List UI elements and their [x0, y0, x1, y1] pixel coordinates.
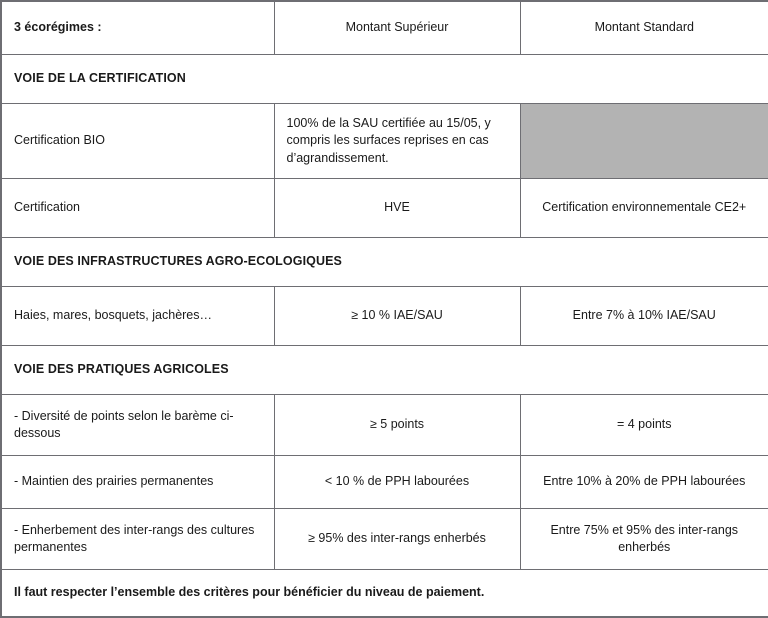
section-band-infrastructures: [1, 238, 768, 287]
table-row: [1, 179, 768, 238]
header-cell-montant-superieur: Montant Supérieur: [274, 1, 520, 55]
section-band-label-pratiques: VOIE DES PRATIQUES AGRICOLES: [1, 346, 768, 395]
row-label-diversite: - Diversité de points selon le barème ci-dessous: [1, 395, 274, 456]
footer-note: Il faut respecter l’ensemble des critères pour bénéficier du niveau de paiement.: [1, 570, 768, 618]
cell-haies-standard: Entre 7% à 10% IAE/SAU: [520, 287, 768, 346]
row-label-enherbement: - Enherbement des inter-rangs des cultures permanentes: [1, 509, 274, 570]
cell-certification-superieur: HVE: [274, 179, 520, 238]
row-label-certification-bio: Certification BIO: [1, 104, 274, 179]
cell-diversite-superieur: ≥ 5 points: [274, 395, 520, 456]
row-label-haies: Haies, mares, bosquets, jachères…: [1, 287, 274, 346]
row-label-certification: Certification: [1, 179, 274, 238]
table-row: [1, 104, 768, 179]
cell-prairies-standard: Entre 10% à 20% de PPH labourées: [520, 456, 768, 509]
cell-certification-bio-standard-empty: [520, 104, 768, 179]
cell-haies-superieur: ≥ 10 % IAE/SAU: [274, 287, 520, 346]
table-row: [1, 395, 768, 456]
cell-certification-standard: Certification environnementale CE2+: [520, 179, 768, 238]
section-band-pratiques: [1, 346, 768, 395]
section-band-label-certification: VOIE DE LA CERTIFICATION: [1, 55, 768, 104]
section-band-label-infrastructures: VOIE DES INFRASTRUCTURES AGRO-ECOLOGIQUES: [1, 238, 768, 287]
cell-certification-bio-superieur: 100% de la SAU certifiée au 15/05, y compris les surfaces reprises en cas d’agrandissement.: [274, 104, 520, 179]
cell-diversite-standard: = 4 points: [520, 395, 768, 456]
header-cell-criteria: 3 écorégimes :: [1, 1, 274, 55]
table-row: [1, 287, 768, 346]
section-band-certification: [1, 55, 768, 104]
cell-enherbement-superieur: ≥ 95% des inter-rangs enherbés: [274, 509, 520, 570]
row-label-prairies: - Maintien des prairies permanentes: [1, 456, 274, 509]
cell-enherbement-standard: Entre 75% et 95% des inter-rangs enherbés: [520, 509, 768, 570]
cell-prairies-superieur: < 10 % de PPH labourées: [274, 456, 520, 509]
table-header-row: [1, 1, 768, 55]
table-row: [1, 509, 768, 570]
table-footer-row: [1, 570, 768, 618]
header-cell-montant-standard: Montant Standard: [520, 1, 768, 55]
